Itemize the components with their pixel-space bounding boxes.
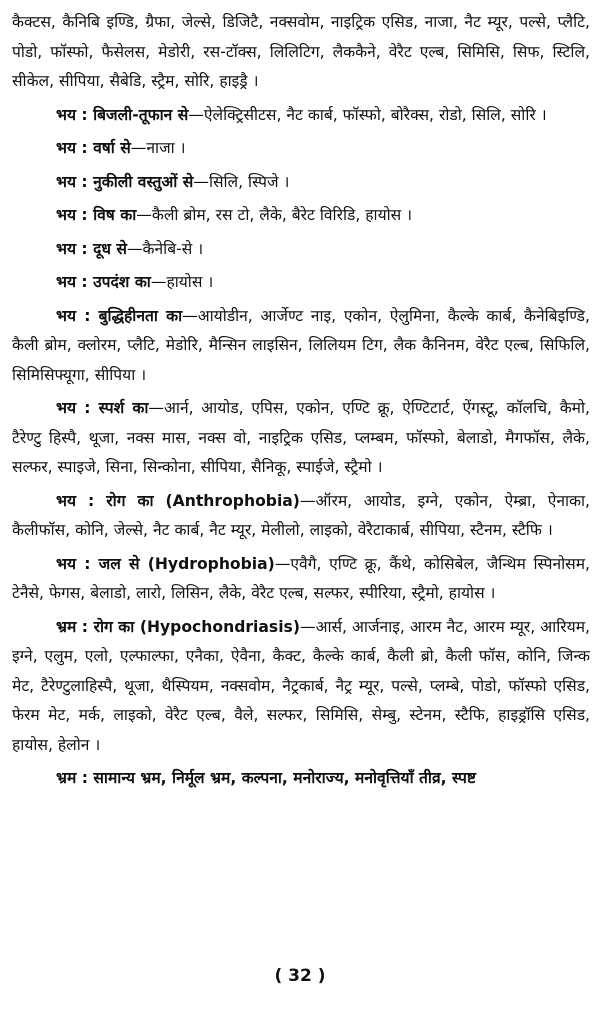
entry-heading: भय : उपदंश का <box>56 273 151 291</box>
paragraph-body: कैक्टस, कैनिबि इण्डि, ग्रैफा, जेल्से, डिजिटै, नक्सवोम, नाइट्रिक एसिड, नाजा, नैट म्यूर, पल्से, प्लैटि, पोडो, फॉस्फो, फैसेलस, मेडोरी, रस-टॉक्स, लिलिटिग, लैककैने, वेरैट एल्ब, सिमिसि, सिफ, स्टिलि, सीकेल, सीपिया, सैबेडि, स्ट्रैम, सोरि, हाइड्रै । <box>12 13 590 90</box>
entry-remedies: —ऑरम, आयोड, इग्ने, एकोन, ऐम्ब्रा, ऐनाका, कैलीफॉस, कोनि, जेल्से, नैट कार्ब, नैट म्यूर, मेलीलो, लाइको, वेरैटाकार्ब, सीपिया, स्टैनम, स्टैफि । <box>12 491 590 539</box>
entry-heading: भय : स्पर्श का <box>56 399 149 417</box>
paragraph-entry <box>12 487 590 546</box>
entry-heading: भय : दूध से <box>56 239 127 258</box>
paragraph-continuation <box>12 8 590 97</box>
paragraph-entry <box>12 302 590 391</box>
entry-remedies: —आर्स, आर्जनाइ, आरम नैट, आरम म्यूर, आरियम, इग्ने, एलुम, एलो, एल्फाल्फा, एनैका, ऐवैना, कैक्ट, कैल्के कार्ब, कैली ब्रो, कैली फॉस, कोनि, जिन्क मेट, टैरेण्टुलाहिस्पै, थूजा, थैस्पियम, नक्सवोम, नैट्रकार्ब, नैट्र म्यूर, पल्से, प्लम्बे, पोडो, फॉस्फो एसिड, फेरम मेट, मर्क, लाइको, वेरैट एल्ब, वैले, सल्फर, सिमिसि, सेम्बु, स्टेनम, स्टैफि, हाइड्रॉसि एसिड, हायोस, हेलोन । <box>12 617 590 754</box>
entry-remedies: —आर्न, आयोड, एपिस, एकोन, एण्टि क्रू, ऐण्टिटार्ट, ऐंगस्टू, कॉलचि, कैमो, टैरेण्टु हिस्पै, थूजा, नक्स मास, नक्स वो, नाइट्रिक एसिड, प्लम्बम, फॉस्फो, बेलाडो, मैगफॉस, लैके, सल्फर, स्पाइजे, सिना, सिन्कोना, सीपिया, सैनिकू, स्पाईजे, स्ट्रैमो । <box>12 399 590 476</box>
entry-remedies: —ऐलेक्ट्रिसीटस, नैट कार्ब, फॉस्फो, बोरैक्स, रोडो, सिलि, सोरि । <box>188 105 547 124</box>
entry-heading: भय : विष का <box>56 206 137 224</box>
paragraph-entry <box>12 201 590 231</box>
page-number: ( 32 ) <box>274 966 326 986</box>
entry-heading: भ्रम : सामान्य भ्रम, निर्मूल भ्रम, कल्पना, मनोराज्य, मनोवृत्तियाँ तीव्र, स्पष्ट <box>56 769 477 787</box>
entry-remedies: —नाजा । <box>130 139 186 157</box>
entry-heading: भय : वर्षा से <box>56 139 131 157</box>
paragraph-entry <box>12 101 590 131</box>
entry-heading: भय : बुद्धिहीनता का <box>56 306 183 325</box>
paragraph-entry <box>12 613 590 761</box>
entry-remedies: —कैली ब्रोम, रस टो, लैके, बैरेट विरिडि, हायोस । <box>136 206 413 224</box>
paragraph-entry <box>12 268 590 298</box>
paragraph-entry <box>12 235 590 265</box>
paragraph-entry <box>12 134 590 164</box>
entry-heading: भय : जल से (Hydrophobia) <box>56 554 275 573</box>
entry-remedies: —हायोस । <box>150 273 214 291</box>
entry-remedies: —एवैगै, एण्टि क्रू, कैंथे, कोसिबेल, जैन्थिम स्पिनोसम, टेनैसे, फेगस, बेलाडो, लारो, लिसिन, लैके, वेरैट एल्ब, सल्फर, स्पीरिया, स्ट्रैमो, हायोस । <box>12 554 591 602</box>
entry-remedies: —आयोडीन, आर्जेण्ट नाइ, एकोन, ऐलुमिना, कैल्के कार्ब, कैनेबिइण्डि, कैली ब्रोम, क्लोरम, प्लैटि, मेडोरि, मैन्सिन लाइसिन, लिलियम टिग, लैक कैनिनम, वेरैट एल्ब, सिफिलि, सिमिसिफ्यूगा, सीपिया । <box>12 306 590 384</box>
paragraph-entry <box>12 394 590 483</box>
entry-heading: भ्रम : रोग का (Hypochondriasis) <box>56 617 300 636</box>
entry-heading: भय : नुकीली वस्तुओं से <box>56 172 194 191</box>
paragraph-entry <box>12 764 590 794</box>
entry-remedies: —सिलि, स्पिजे । <box>193 172 290 191</box>
entry-remedies: —कैनेबि-से । <box>126 239 204 258</box>
entry-heading: भय : बिजली-तूफान से <box>56 105 189 124</box>
paragraph-entry <box>12 168 590 198</box>
entry-heading: भय : रोग का (Anthrophobia) <box>56 491 300 510</box>
paragraph-entry <box>12 550 590 609</box>
